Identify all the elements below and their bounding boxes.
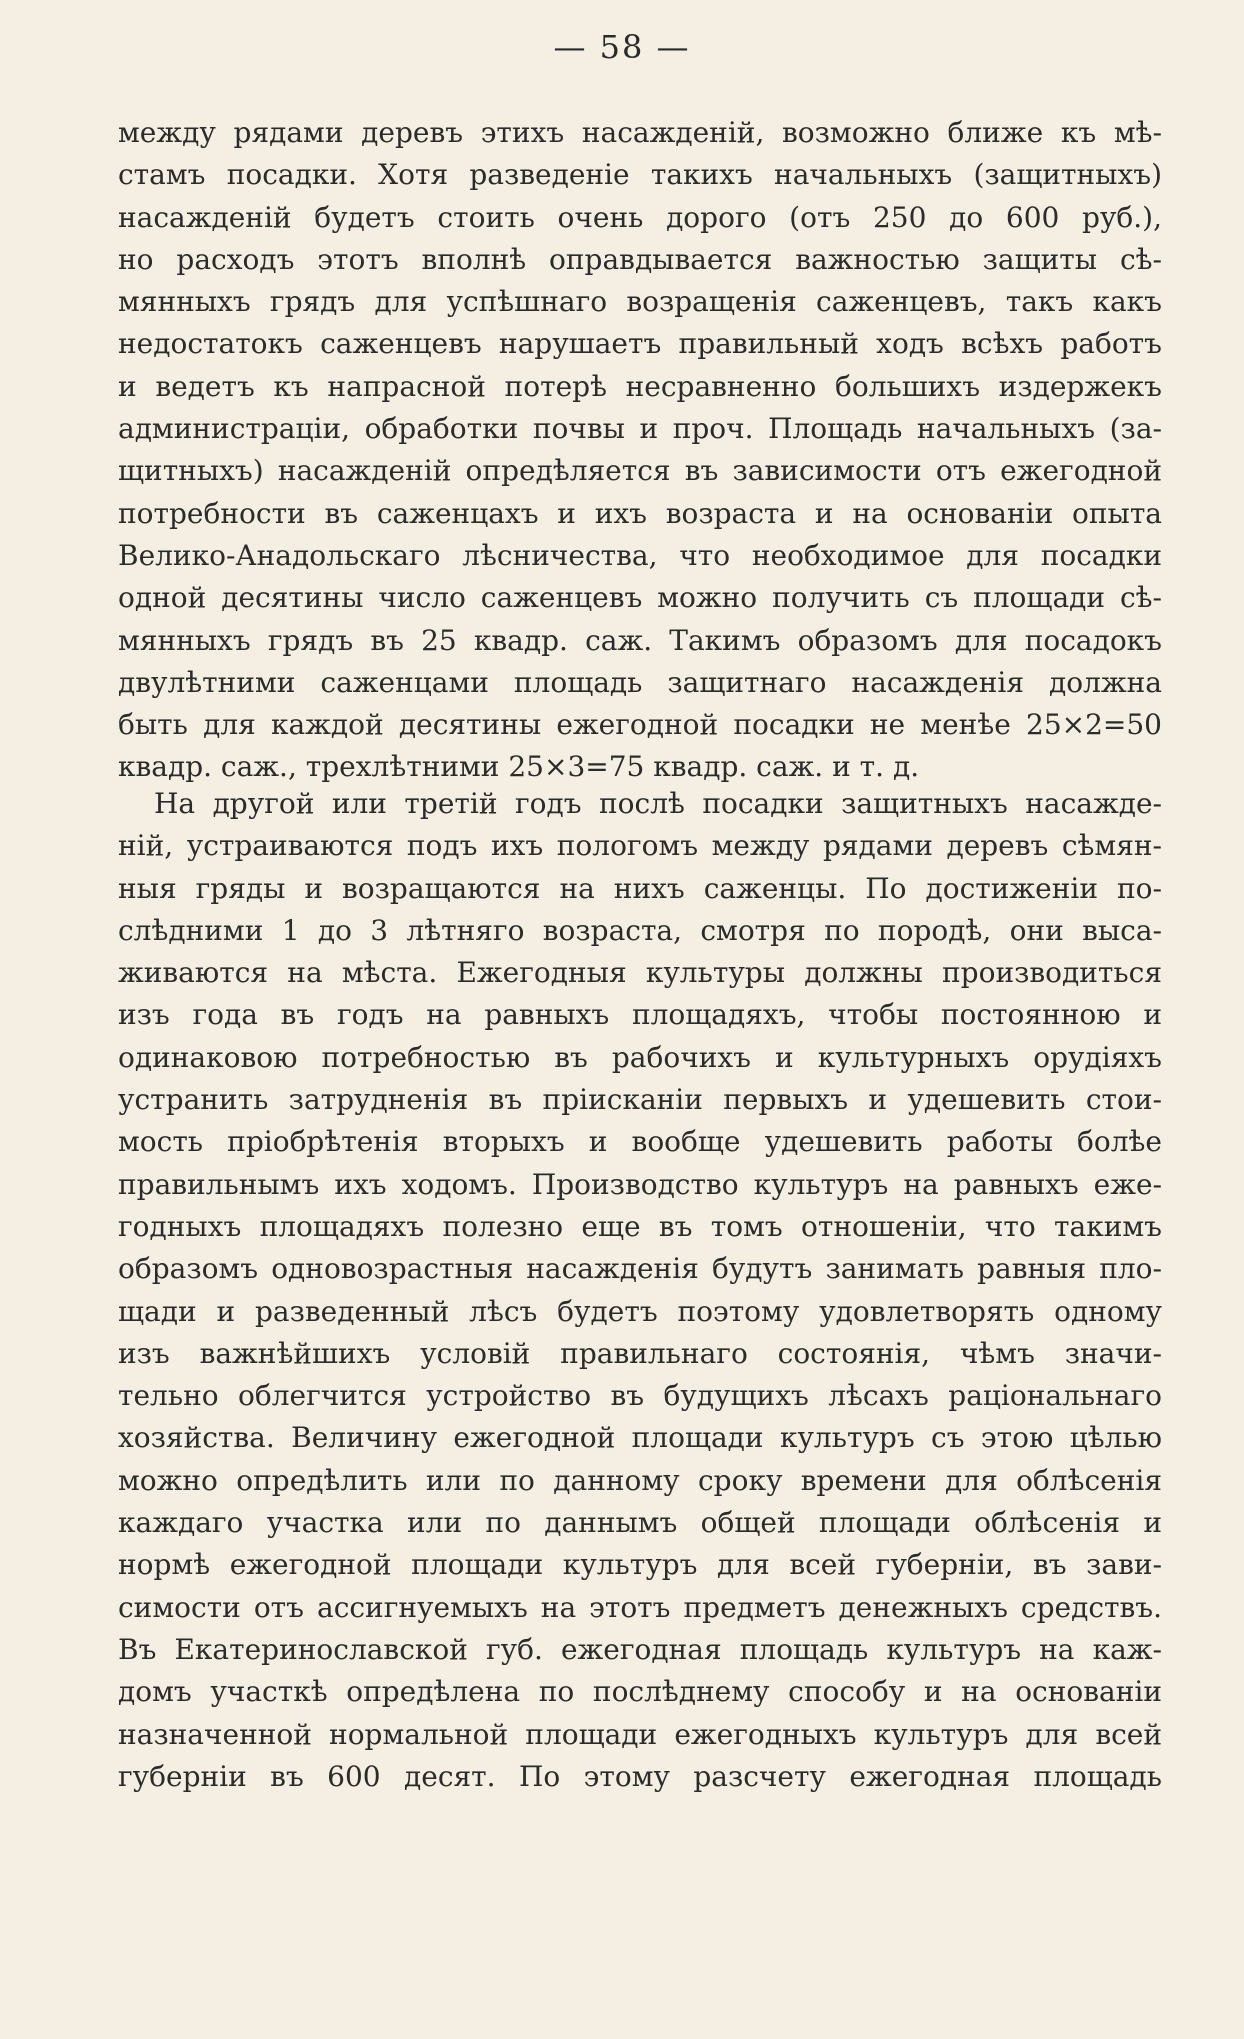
text-line: правильнымъ ихъ ходомъ. Производство культуръ на равныхъ еже- [118, 1167, 1162, 1201]
text-line: хозяйства. Величину ежегодной площади культуръ съ этою цѣлью [118, 1421, 1162, 1455]
text-line: Велико-Анадольскаго лѣсничества, что необходимое для посадки [118, 538, 1162, 572]
text-line: быть для каждой десятины ежегодной посадки не менѣе 25×2=50 [118, 708, 1162, 742]
text-line: двулѣтними саженцами площадь защитнаго насажденія должна [118, 665, 1162, 699]
text-line: тельно облегчится устройство въ будущихъ лѣсахъ раціональнаго [118, 1379, 1162, 1413]
text-line: каждаго участка или по даннымъ общей площади облѣсенія и [118, 1506, 1162, 1540]
text-line: и ведетъ къ напрасной потерѣ несравненно большихъ издержекъ [118, 369, 1162, 403]
text-line: слѣдними 1 до 3 лѣтняго возраста, смотря по породѣ, они выса- [118, 913, 1162, 947]
page-number: — 58 — [553, 28, 691, 66]
text-line: одной десятины число саженцевъ можно получить съ площади сѣ- [118, 581, 1162, 615]
text-line: образомъ одновозрастныя насажденія будутъ занимать равныя пло- [118, 1252, 1162, 1286]
text-line: изъ важнѣйшихъ условій правильнаго состоянія, чѣмъ значи- [118, 1336, 1162, 1370]
text-line: одинаковою потребностью въ рабочихъ и культурныхъ орудіяхъ [118, 1040, 1162, 1074]
text-line: устранить затрудненія въ пріисканіи первыхъ и удешевить стои- [118, 1083, 1162, 1117]
text-line: живаются на мѣста. Ежегодныя культуры должны производиться [118, 956, 1162, 990]
text-line: щитныхъ) насажденій опредѣляется въ зависимости отъ ежегодной [118, 454, 1162, 488]
text-line: недостатокъ саженцевъ нарушаетъ правильный ходъ всѣхъ работъ [118, 327, 1162, 361]
text-line: насажденій будетъ стоить очень дорого (отъ 250 до 600 руб.), [118, 200, 1162, 234]
text-line: симости отъ ассигнуемыхъ на этотъ предметъ денежныхъ средствъ. [118, 1590, 1162, 1624]
text-line: мянныхъ грядъ для успѣшнаго возращенія саженцевъ, такъ какъ [118, 285, 1162, 319]
text-line: квадр. саж., трехлѣтними 25×3=75 квадр. саж. и т. д. [118, 750, 920, 784]
paragraph-1 [118, 112, 1162, 789]
text-line: нормѣ ежегодной площади культуръ для всей губерніи, въ зави- [118, 1548, 1162, 1582]
text-line: ній, устраиваются подъ ихъ пологомъ между рядами деревъ сѣмян- [118, 829, 1162, 863]
text-line: щади и разведенный лѣсъ будетъ поэтому удовлетворять одному [118, 1294, 1162, 1328]
text-line: назначенной нормальной площади ежегодныхъ культуръ для всей [118, 1717, 1162, 1751]
text-line: годныхъ площадяхъ полезно еще въ томъ отношеніи, что такимъ [118, 1209, 1162, 1243]
text-line: мость пріобрѣтенія вторыхъ и вообще удешевить работы болѣе [118, 1125, 1162, 1159]
text-line: но расходъ этотъ вполнѣ оправдывается важностью защиты сѣ- [118, 242, 1162, 276]
text-line: потребности въ саженцахъ и ихъ возраста и на основаніи опыта [118, 496, 1162, 530]
text-line: мянныхъ грядъ въ 25 квадр. саж. Такимъ образомъ для посадокъ [118, 623, 1162, 657]
text-line: Въ Екатеринославской губ. ежегодная площадь культуръ на каж- [118, 1632, 1162, 1666]
text-line: ныя гряды и возращаются на нихъ саженцы. По достиженіи по- [118, 871, 1162, 905]
text-line: На другой или третій годъ послѣ посадки защитныхъ насажде- [154, 787, 1162, 820]
text-line: изъ года въ годъ на равныхъ площадяхъ, чтобы постоянною и [118, 998, 1162, 1032]
text-line: домъ участкѣ опредѣлена по послѣднему способу и на основаніи [118, 1675, 1162, 1709]
text-line: можно опредѣлить или по данному сроку времени для облѣсенія [118, 1463, 1162, 1497]
text-line: администраціи, обработки почвы и проч. Площадь начальныхъ (за- [118, 412, 1162, 446]
text-line: стамъ посадки. Хотя разведеніе такихъ начальныхъ (защитныхъ) [118, 158, 1162, 192]
text-line: губерніи въ 600 десят. По этому разсчету ежегодная площадь [118, 1759, 1162, 1793]
text-line: между рядами деревъ этихъ насажденій, возможно ближе къ мѣ- [118, 116, 1162, 149]
paragraph-2 [118, 783, 1162, 1798]
